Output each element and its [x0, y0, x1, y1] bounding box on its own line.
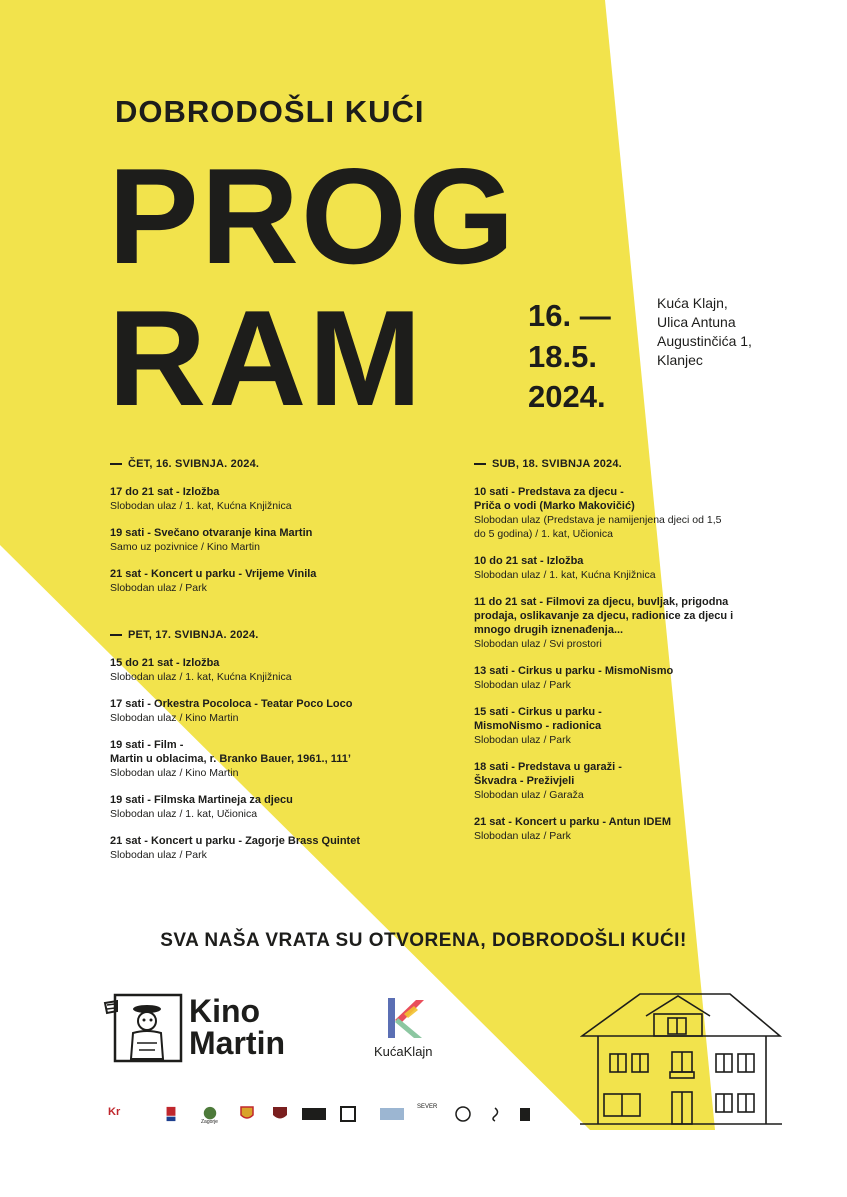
event-item [110, 793, 410, 821]
event-item [110, 567, 410, 595]
sponsor-logo-tower-icon [518, 1106, 532, 1122]
event-title: 11 do 21 sat - Filmovi za djecu, buvljak, prigodna [474, 596, 729, 608]
event-title-line3: mnogo drugih iznenađenja... [474, 624, 624, 636]
event-details: Slobodan ulaz / Garaža [474, 789, 584, 801]
address-block [657, 294, 752, 370]
event-details: Slobodan ulaz / Svi prostori [474, 638, 602, 650]
event-title-line2: MismoNismo - radionica [474, 720, 602, 732]
event-details: Slobodan ulaz / Park [110, 849, 207, 861]
event-item [110, 526, 410, 554]
kuca-klajn-logo-icon [386, 996, 430, 1042]
day-friday [110, 629, 410, 875]
kuca-klajn-logo-text: KućaKlajn [374, 1044, 433, 1059]
address-line: Klanjec [657, 352, 703, 368]
day-saturday [474, 458, 774, 856]
house-icon [580, 966, 782, 1128]
dash-icon [474, 463, 486, 465]
event-title: 18 sati - Predstava u garaži - [474, 761, 622, 773]
event-title: 17 sati - Orkestra Pocoloca - Teatar Poco Loco [110, 698, 353, 710]
event-title: 19 sati - Film - [110, 739, 184, 751]
event-details: Slobodan ulaz / Park [474, 830, 571, 842]
day-heading: SUB, 18. SVIBNJA 2024. [474, 458, 774, 470]
day-heading: PET, 17. SVIBNJA. 2024. [110, 629, 410, 641]
event-details: Slobodan ulaz / Kino Martin [110, 767, 239, 779]
dash-icon [110, 634, 122, 636]
event-title: 21 sat - Koncert u parku - Antun IDEM [474, 816, 672, 828]
event-title: 15 sati - Cirkus u parku - [474, 706, 602, 718]
event-item [474, 760, 774, 802]
sponsor-logo-sever-text: SEVER [417, 1104, 438, 1110]
sponsor-logo-black-box-icon [302, 1106, 326, 1122]
event-details: Slobodan ulaz / 1. kat, Kućna Knjižnica [110, 671, 292, 683]
event-details-line2: do 5 godina) / 1. kat, Učionica [474, 528, 613, 540]
dash-icon [110, 463, 122, 465]
sponsor-logo-square-icon [340, 1106, 356, 1122]
event-details: Slobodan ulaz / Kino Martin [110, 712, 239, 724]
event-item [474, 705, 774, 747]
event-details: Slobodan ulaz / 1. kat, Kućna Knjižnica [474, 569, 656, 581]
event-item [110, 697, 410, 725]
event-item [474, 664, 774, 692]
page-subtitle: DOBRODOŠLI KUĆI [115, 94, 425, 129]
event-title: 15 do 21 sat - Izložba [110, 657, 220, 669]
event-details: Slobodan ulaz / 1. kat, Kućna Knjižnica [110, 500, 292, 512]
event-title: 10 do 21 sat - Izložba [474, 555, 584, 567]
day-heading: ČET, 16. SVIBNJA. 2024. [110, 458, 410, 470]
date-line2: 18.5. [528, 339, 597, 374]
event-item [474, 595, 774, 651]
page-title-line1: PROG [108, 140, 517, 292]
event-item [110, 834, 410, 862]
sponsor-logo-zagorje-text: Zagorje [201, 1119, 218, 1125]
sponsor-logo-crest-icon [240, 1106, 254, 1122]
address-line: Kuća Klajn, [657, 295, 728, 311]
event-details: Slobodan ulaz (Predstava je namijenjena djeci od 1,5 [474, 514, 722, 526]
event-title: 21 sat - Koncert u parku - Vrijeme Vinila [110, 568, 317, 580]
event-details: Slobodan ulaz / Park [474, 679, 571, 691]
event-item [474, 815, 774, 843]
event-item [110, 738, 410, 780]
event-title: 19 sati - Svečano otvaranje kina Martin [110, 527, 313, 539]
address-line: Augustinčića 1, [657, 333, 752, 349]
event-title: 21 sat - Koncert u parku - Zagorje Brass Quintet [110, 835, 361, 847]
date-line1: 16. — [528, 298, 611, 333]
event-item [110, 656, 410, 684]
sponsor-logo-round-icon [455, 1106, 471, 1122]
sponsor-logo-kr: Kr [108, 1106, 121, 1118]
page-title-line2: RAM [108, 282, 424, 434]
slogan: SVA NAŠA VRATA SU OTVORENA, DOBRODOŠLI KUĆI! [160, 930, 687, 951]
event-item [474, 485, 774, 541]
event-title-line2: prodaja, oslikavanje za djecu, radionice za djecu i [474, 610, 734, 622]
event-title: 17 do 21 sat - Izložba [110, 486, 220, 498]
kino-martin-logo-text: Kino Martin [189, 993, 285, 1061]
sponsor-logo-shield-icon [165, 1106, 177, 1122]
address-line: Ulica Antuna [657, 314, 736, 330]
event-title-line2: Priča o vodi (Marko Makovičić) [474, 500, 635, 512]
sponsor-logo-swirl-icon [488, 1106, 502, 1122]
event-details: Slobodan ulaz / 1. kat, Učionica [110, 808, 258, 820]
date-line3: 2024. [528, 379, 606, 414]
event-title-line2: Škvadra - Preživjeli [474, 775, 575, 787]
event-title: 19 sati - Filmska Martineja za djecu [110, 794, 293, 806]
sponsor-logo-crest2-icon [272, 1106, 288, 1122]
event-details: Slobodan ulaz / Park [110, 582, 207, 594]
day-thursday [110, 458, 410, 608]
event-details: Samo uz pozivnice / Kino Martin [110, 541, 260, 553]
event-title: 13 sati - Cirkus u parku - MismoNismo [474, 665, 674, 677]
sponsor-logo-small-text-icon [380, 1106, 404, 1122]
event-title: 10 sati - Predstava za djecu - [474, 486, 624, 498]
event-title-line2: Martin u oblacima, r. Branko Bauer, 1961., 111’ [110, 753, 351, 765]
event-details: Slobodan ulaz / Park [474, 734, 571, 746]
event-item [110, 485, 410, 513]
kino-martin-logo-icon [103, 993, 183, 1063]
event-item [474, 554, 774, 582]
